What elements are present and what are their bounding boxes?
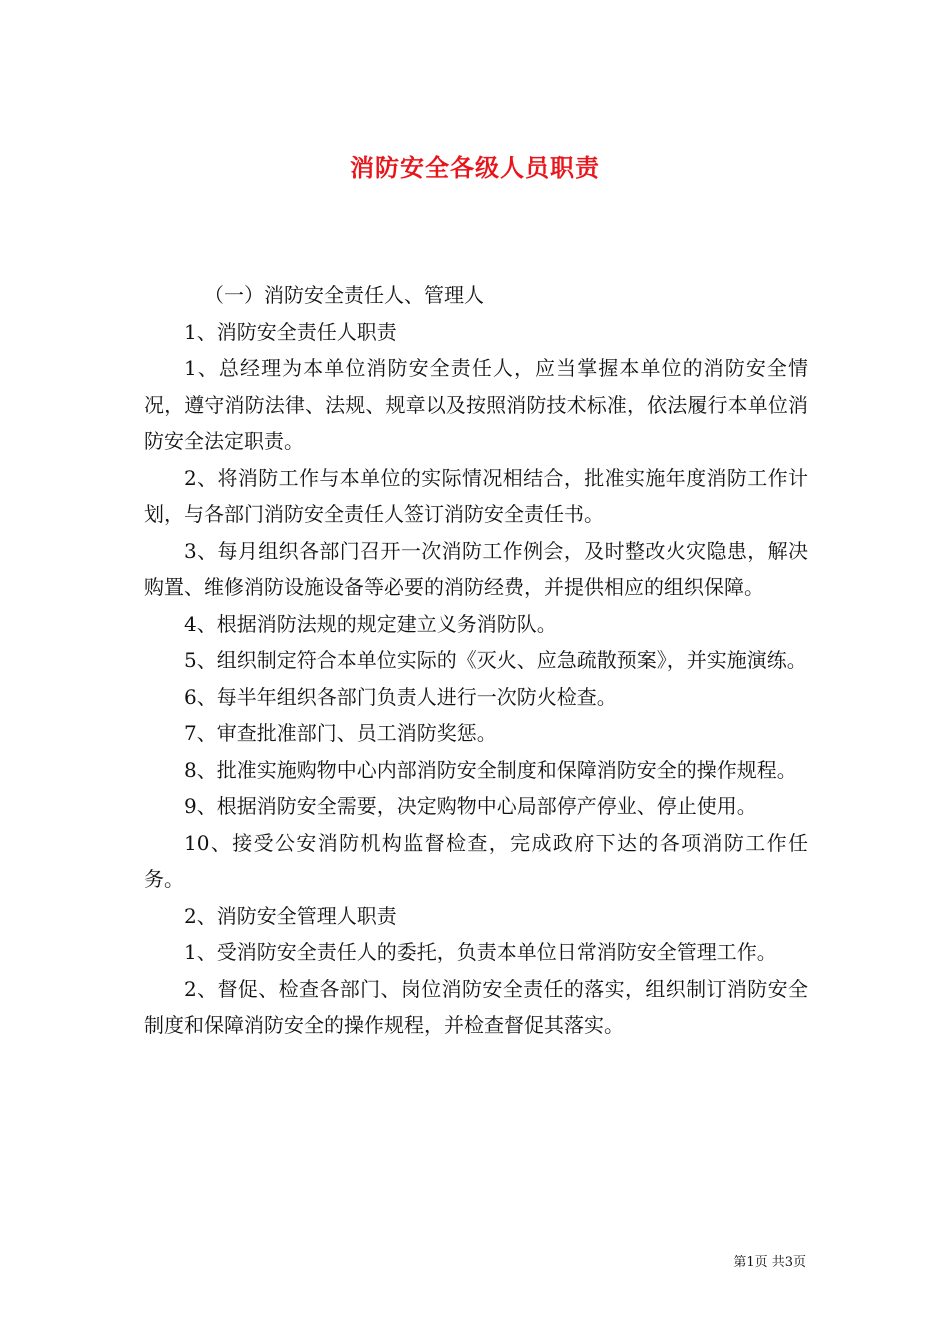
paragraph: 1、总经理为本单位消防安全责任人，应当掌握本单位的消防安全情况，遵守消防法律、法规、规章以及按照消防技术标准，依法履行本单位消防安全法定职责。	[144, 356, 808, 453]
subsection-heading: 2、消防安全管理人职责	[184, 903, 397, 928]
paragraph: 1、受消防安全责任人的委托，负责本单位日常消防安全管理工作。	[184, 940, 777, 964]
paragraph: 10、接受公安消防机构监督检查，完成政府下达的各项消防工作任务。	[144, 830, 808, 891]
paragraph: 6、每半年组织各部门负责人进行一次防火检查。	[184, 684, 617, 709]
page-number: 第1页 共3页	[733, 1255, 806, 1270]
paragraph: 2、督促、检查各部门、岗位消防安全责任的落实，组织制订消防安全制度和保障消防安全的操作规程，并检查督促其落实。	[144, 976, 808, 1037]
paragraph: 3、每月组织各部门召开一次消防工作例会，及时整改火灾隐患，解决购置、维修消防设施设备等必要的消防经费，并提供相应的组织保障。	[144, 538, 808, 599]
subsection-heading: 1、消防安全责任人职责	[184, 319, 397, 344]
paragraph: 9、根据消防安全需要，决定购物中心局部停产停业、停止使用。	[184, 794, 757, 818]
document-body	[144, 277, 808, 1044]
paragraph: 7、审查批准部门、员工消防奖惩。	[184, 721, 497, 745]
paragraph: 4、根据消防法规的规定建立义务消防队。	[184, 611, 557, 636]
page-title: 消防安全各级人员职责	[350, 153, 600, 183]
paragraph: 8、批准实施购物中心内部消防安全制度和保障消防安全的操作规程。	[184, 757, 797, 782]
section-heading: （一）消防安全责任人、管理人	[204, 283, 484, 307]
paragraph: 2、将消防工作与本单位的实际情况相结合，批准实施年度消防工作计划，与各部门消防安全责任人签订消防安全责任书。	[144, 465, 808, 526]
paragraph: 5、组织制定符合本单位实际的《灭火、应急疏散预案》，并实施演练。	[184, 648, 807, 672]
